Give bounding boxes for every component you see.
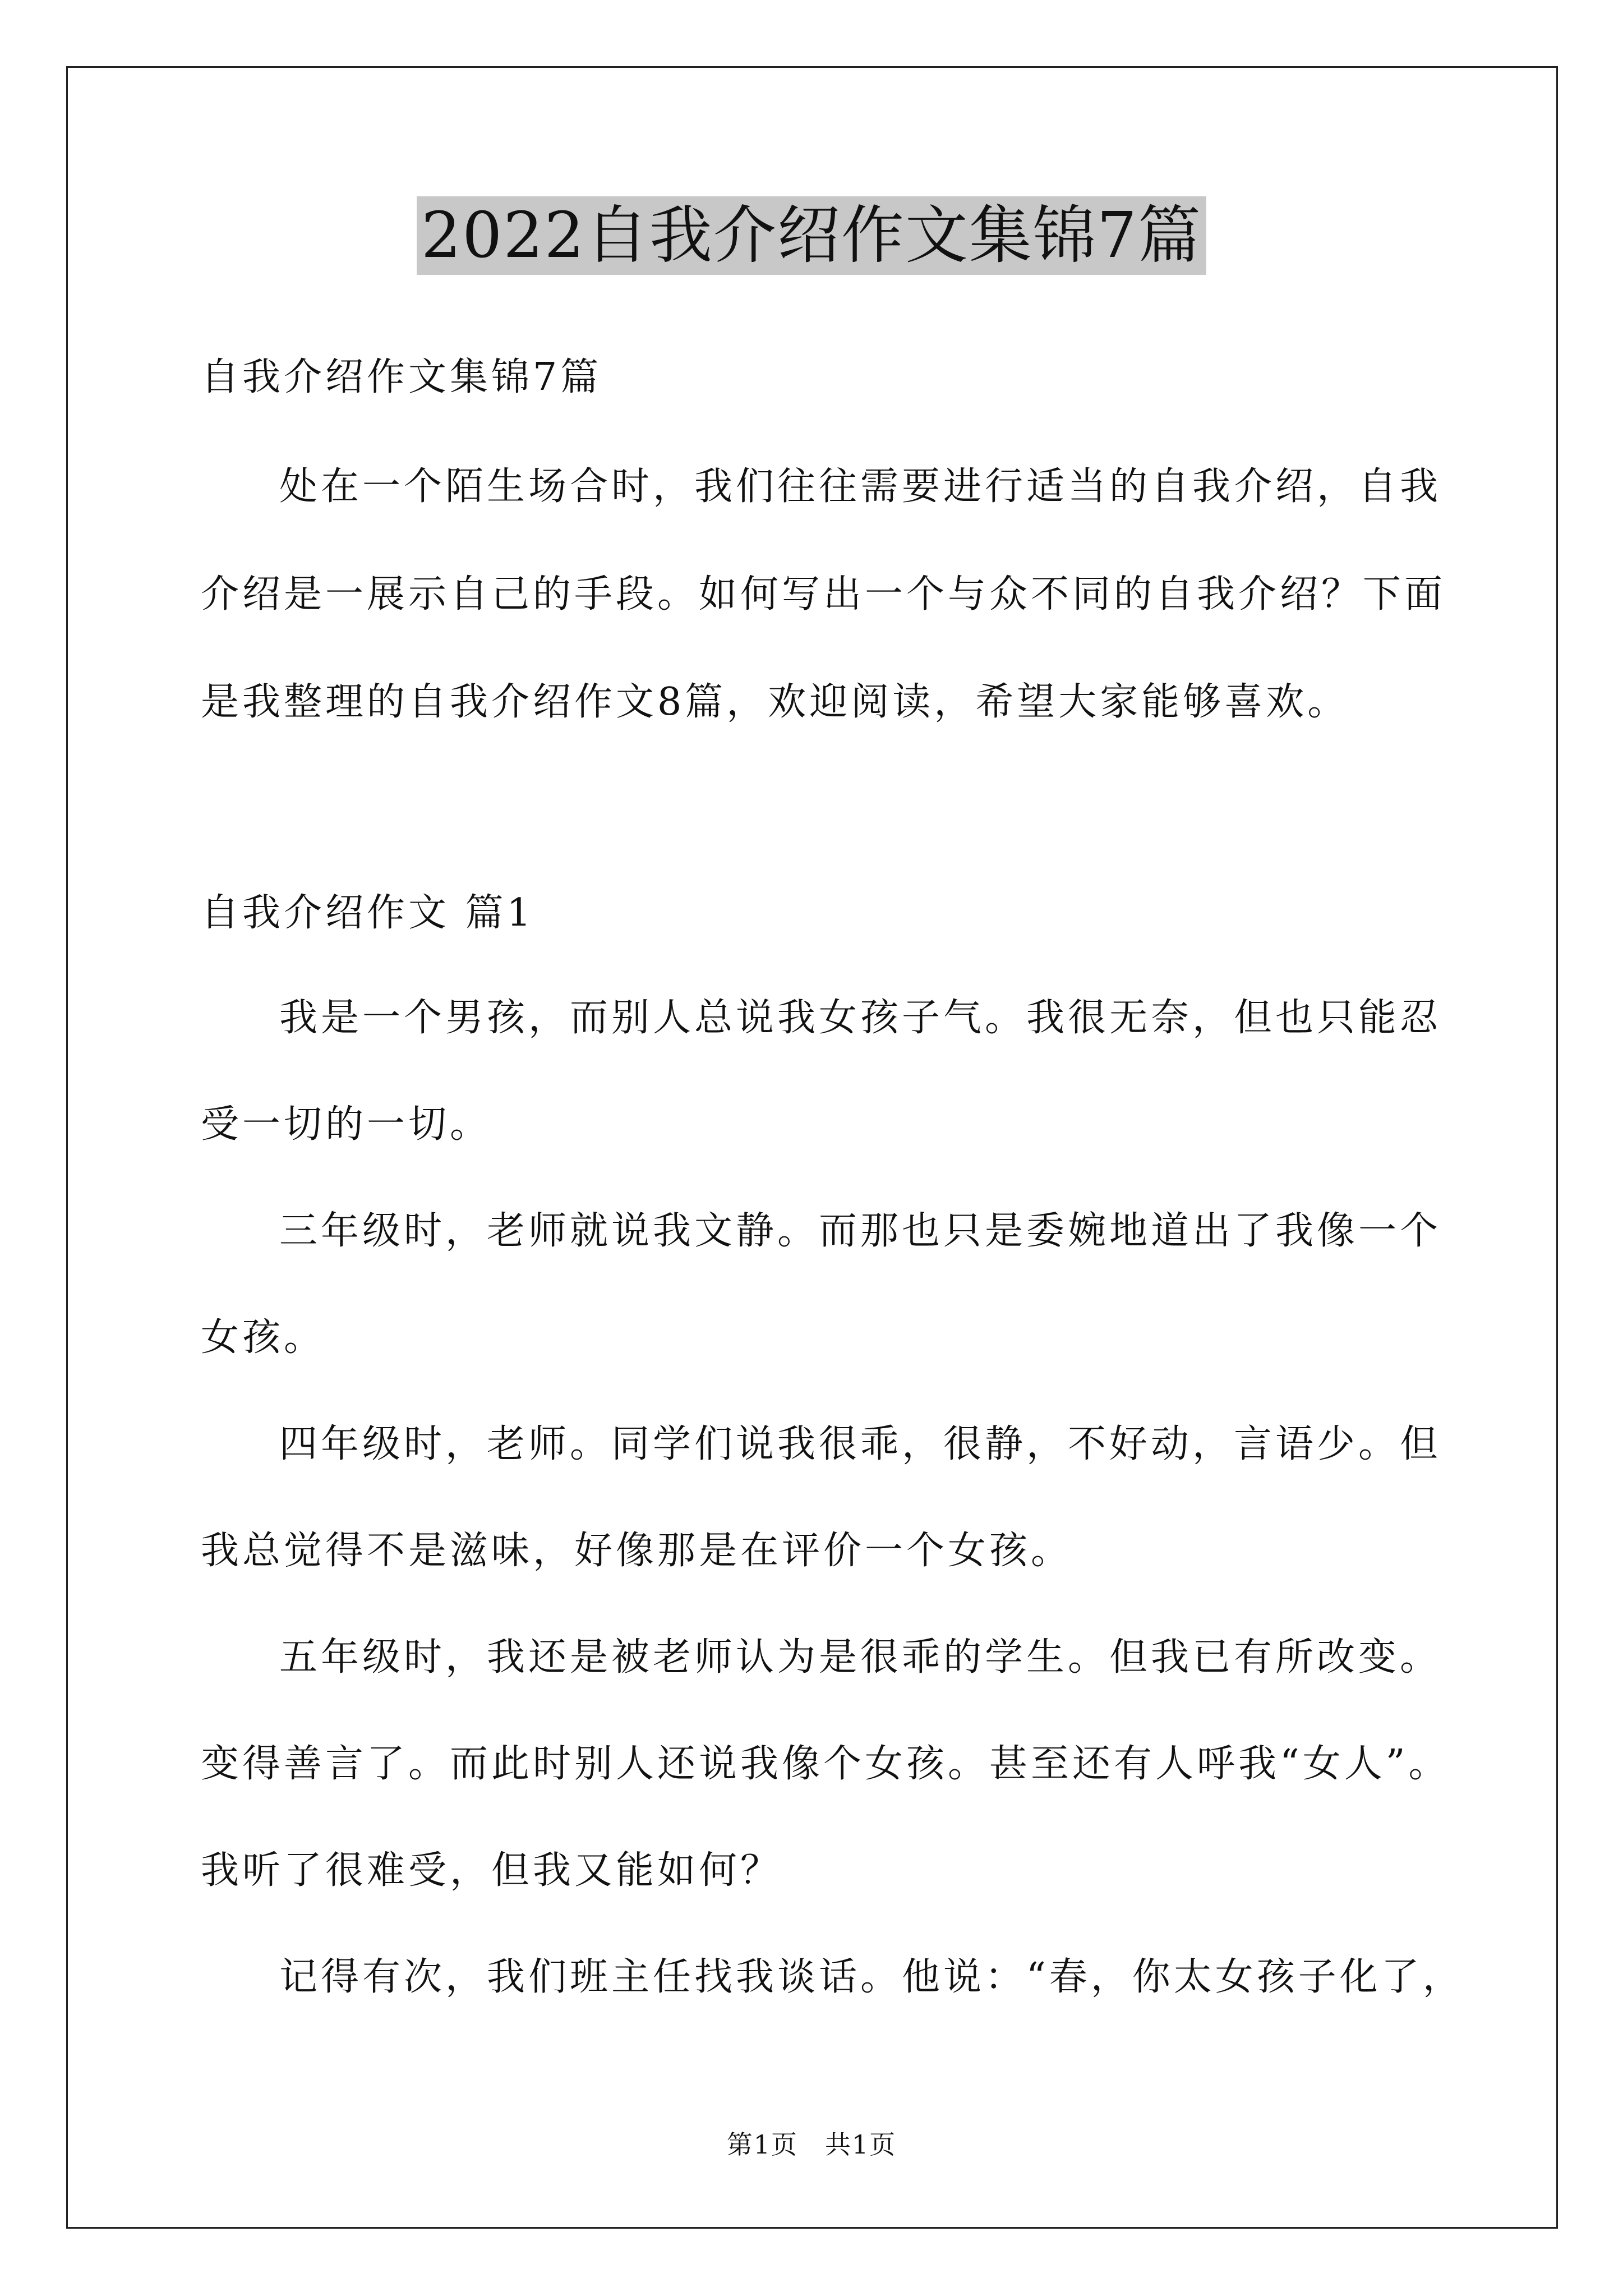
document-subtitle: 自我介绍作文集锦7篇 [201,355,602,399]
page-footer: 第1页 共1页 [726,2129,897,2160]
body-line-1: 我是一个男孩，而别人总说我女孩子气。我很无奈，但也只能忍 [279,996,1442,1040]
intro-line-3: 是我整理的自我介绍作文8篇，欢迎阅读，希望大家能够喜欢。 [201,680,1349,724]
body-line-9: 我听了很难受，但我又能如何？ [201,1848,782,1893]
body-line-10: 记得有次，我们班主任找我谈话。他说：“春，你太女孩子化了， [279,1955,1464,1999]
body-line-2: 受一切的一切。 [201,1102,492,1147]
body-line-3: 三年级时，老师就说我文静。而那也只是委婉地道出了我像一个 [279,1209,1442,1253]
title-container [0,196,1623,275]
body-line-4: 女孩。 [201,1315,326,1360]
body-line-5: 四年级时，老师。同学们说我很乖，很静，不好动，言语少。但 [279,1422,1442,1466]
section-heading: 自我介绍作文 篇1 [201,891,534,935]
intro-line-1: 处在一个陌生场合时，我们往往需要进行适当的自我介绍，自我 [279,464,1442,509]
body-line-6: 我总觉得不是滋味，好像那是在评价一个女孩。 [201,1529,1073,1573]
body-line-7: 五年级时，我还是被老师认为是很乖的学生。但我已有所改变。 [279,1635,1442,1680]
document-title: 2022自我介绍作文集锦7篇 [417,196,1206,275]
intro-line-2: 介绍是一展示自己的手段。如何写出一个与众不同的自我介绍？下面 [201,572,1446,616]
body-line-8: 变得善言了。而此时别人还说我像个女孩。甚至还有人呼我“女人”。 [201,1742,1450,1786]
